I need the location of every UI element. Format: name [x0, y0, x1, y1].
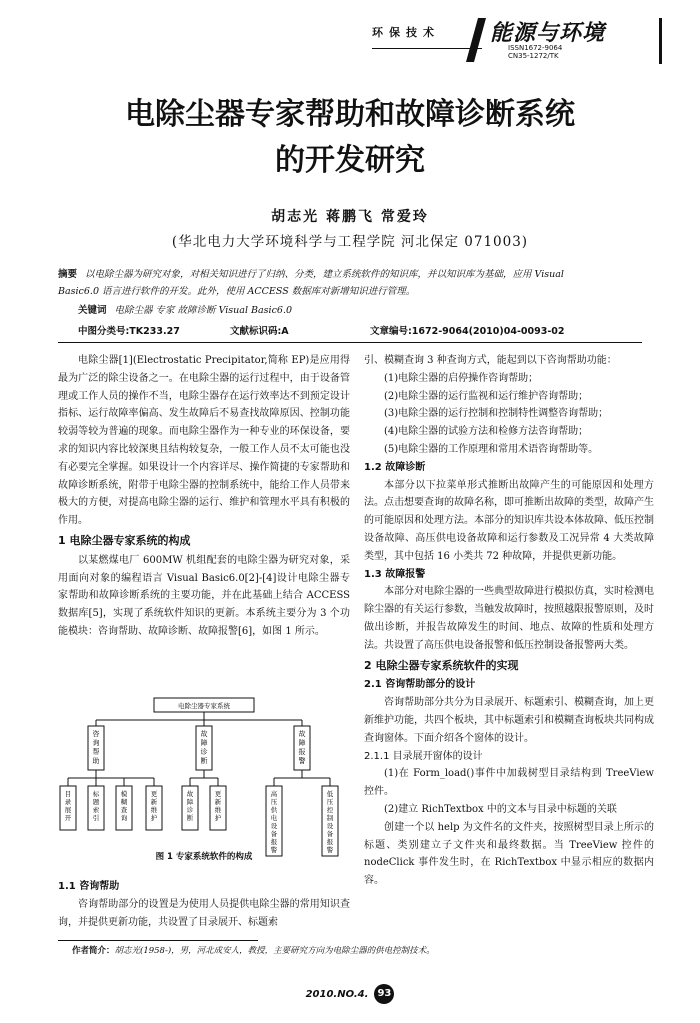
- section-label: 环保技术: [372, 26, 440, 39]
- abstract: [58, 266, 642, 300]
- section-2-1-heading: 2.1 咨询帮助部分的设计: [364, 679, 476, 691]
- abstract-label: 摘要: [58, 269, 78, 280]
- section-1-3-heading: 1.3 故障报警: [364, 568, 426, 580]
- classification-line: [78, 323, 642, 337]
- keywords-label: 关键词: [78, 305, 107, 316]
- diagram-leaf-label-3: 模糊查询: [120, 790, 128, 822]
- section-2-1-1-para-3: 创建一个以 help 为文件名的文件夹，按照树型目录上所示的标题、类别建立子文件夹和最终数据。当 TreeView 控件的 nodeClick 事件发生时，在 RichTextbox 中显示相应的数据内容。: [364, 821, 654, 887]
- section-2-1-1-heading: 2.1.1 目录展开窗体的设计: [364, 750, 483, 762]
- journal-name-logo: 能源与环境: [490, 20, 606, 46]
- help-item-4: (4)电除尘器的试验方法和检修方法咨询帮助；: [384, 426, 589, 438]
- journal-issn: [508, 44, 562, 60]
- page-footer: [0, 984, 700, 1004]
- diagram-leaf-label-4: 更新维护: [150, 790, 158, 822]
- intro-paragraph: 电除尘器[1](Electrostatic Precipitator,简称 EP)是应用得最为广泛的除尘设备之一。在电除尘器的运行过程中，由于设备管理或工作人员的操作不当，电除尘器存在运行效率达不到预定设计指标、运行故障率偏高、发生故障后不易查找故障原因、控制功能较弱等较为普遍的现象。而电除尘器作为一种专业的环保设备，要求的知识内容比较深奥且结构较复杂，一般工作人员不太可能也没有必要完全掌握。如果设计一个内容详尽、操作简捷的专家帮助和故障诊断系统，附带于电除尘器的控制系统中，能给工作人员带来极大的方便，对提高电除尘器的运行、维护和管理水平具有积极的作用。: [58, 355, 350, 527]
- author-footnote: [72, 944, 435, 956]
- header-slash-mark: [464, 18, 488, 62]
- right-intro: 引、模糊查询 3 种查询方式，能起到以下咨询帮助功能：: [364, 355, 617, 366]
- affiliation: (华北电力大学环境科学与工程学院 河北保定 071003): [171, 234, 529, 250]
- section-2-heading: 2 电除尘器专家系统软件的实现: [364, 658, 519, 672]
- left-column: [58, 352, 350, 641]
- paper-title: [0, 92, 700, 184]
- section-2-1-body: 咨询帮助部分共分为目录展开、标题索引、模糊查询，加上更新维护功能，共四个板块，其中标题索引和模糊查询板块共同构成查询窗体。下面介绍各个窗体的设计。: [364, 697, 654, 744]
- authors: 胡志光 蒋鹏飞 常爱玲: [271, 209, 429, 225]
- section-1-heading: 1 电除尘器专家系统的构成: [58, 533, 191, 547]
- diagram-leaf-label-1: 目录展开: [64, 790, 72, 822]
- header-divider: [58, 342, 642, 343]
- help-item-3: (3)电除尘器的运行控制和控制特性调整咨询帮助；: [384, 408, 609, 420]
- help-item-5: (5)电除尘器的工作原理和常用术语咨询帮助等。: [384, 443, 599, 455]
- article-number: 文章编号:1672-9064(2010)04-0093-02: [370, 326, 565, 337]
- diagram-root-label: 电除尘器专家系统: [178, 702, 230, 710]
- section-1-2-heading: 1.2 故障诊断: [364, 461, 426, 473]
- header-bar: [659, 18, 662, 64]
- page-number: 93: [374, 984, 394, 1004]
- figure-1: [58, 696, 350, 854]
- section-1-2-body: 本部分以下拉菜单形式推断出故障产生的可能原因和处理方法。点击想要查询的故障名称，即可推断出故障的类型，故障产生的可能原因和处理方法。本部分的知识库共设本体故障、低压控制设备故障、高压供电设备故障和运行参数及工况异常 4 大类故障类型，其中包括 16 小类共 72 种故障，并提供更新功能。: [364, 479, 654, 562]
- system-structure-diagram: [58, 696, 350, 854]
- title-line-1: 电除尘器专家帮助和故障诊断系统: [125, 97, 575, 132]
- section-1-1-body: 咨询帮助部分的设置是为使用人员提供电除尘器的常用知识查询，并提供更新功能，共设置了目录展开、标题索: [58, 898, 350, 928]
- diagram-leaf-label-6: 更新维护: [214, 790, 222, 822]
- help-item-2: (2)电除尘器的运行监视和运行维护咨询帮助；: [384, 390, 589, 402]
- footnote-text: 胡志光(1958-)，男，河北成安人，教授，主要研究方向为电除尘器的供电控制技术。: [114, 946, 435, 956]
- abstract-line-2: Basic6.0 语言进行软件的开发。此外，使用 ACCESS 数据库对新增知识进行管理。: [58, 286, 416, 297]
- right-column: [364, 352, 654, 890]
- diagram-leaf-label-7: 高压供电设备报警: [270, 790, 278, 854]
- keywords: [78, 302, 292, 316]
- left-column-continued: [58, 878, 350, 931]
- journal-header: [372, 18, 662, 64]
- footnote-rule: [58, 940, 258, 941]
- doc-code: 文献标识码:A: [230, 326, 289, 337]
- help-item-1: (1)电除尘器的启停操作咨询帮助；: [384, 372, 539, 384]
- figure-caption: 图 1 专家系统软件的构成: [155, 852, 253, 862]
- clc-number: 中图分类号:TK233.27: [78, 326, 180, 337]
- abstract-line-1: 以电除尘器为研究对象，对相关知识进行了归纳、分类，建立系统软件的知识库，并以知识库为基础，应用 Visual: [85, 269, 564, 280]
- issn-text: ISSN1672-9064: [508, 44, 563, 52]
- section-1-1-heading: 1.1 咨询帮助: [58, 881, 120, 892]
- section-2-1-1-para-2: (2)建立 RichTextbox 中的文本与目录中标题的关联: [384, 803, 617, 815]
- section-1-3-body: 本部分对电除尘器的一些典型故障进行模拟仿真，实时检测电除尘器的有关运行参数，当触发故障时，按照越限报警原则，及时做出诊断，并报告故障发生的时间、地点、故障的性质和处理方法。共设置了高压供电设备报警和低压控制设备报警两大类。: [364, 586, 654, 651]
- diagram-module-label-1: 咨询帮助: [92, 730, 100, 765]
- issue-label: 2010.NO.4.: [305, 989, 369, 1000]
- keywords-text: 电除尘器 专家 故障诊断 Visual Basic6.0: [114, 305, 293, 316]
- section-1-body: 以某燃煤电厂 600MW 机组配套的电除尘器为研究对象，采用面向对象的编程语言 Visual Basic6.0[2]-[4]设计电除尘器专家帮助和故障诊断系统的主要功能，并在此基础上结合 ACCESS 数据库[5]，实现了系统软件知识的更新。本系统主要分为 3 个功能模块：咨询帮助、故障诊断、故障报警[6]，如图 1 所示。: [58, 554, 350, 637]
- section-2-1-1-para-1: (1)在 Form_load()事件中加载树型目录结构到 TreeView 控件。: [364, 768, 654, 798]
- cn-text: CN35-1272/TK: [508, 52, 559, 60]
- diagram-module-label-3: 故障报警: [298, 730, 306, 765]
- title-line-2: 的开发研究: [275, 143, 425, 178]
- diagram-module-label-2: 故障诊断: [200, 730, 208, 765]
- footnote-label: 作者简介：: [72, 946, 115, 956]
- diagram-leaf-label-8: 低压控制设备报警: [326, 790, 334, 854]
- diagram-leaf-label-2: 标题索引: [92, 790, 100, 822]
- diagram-leaf-label-5: 故障诊断: [186, 790, 194, 822]
